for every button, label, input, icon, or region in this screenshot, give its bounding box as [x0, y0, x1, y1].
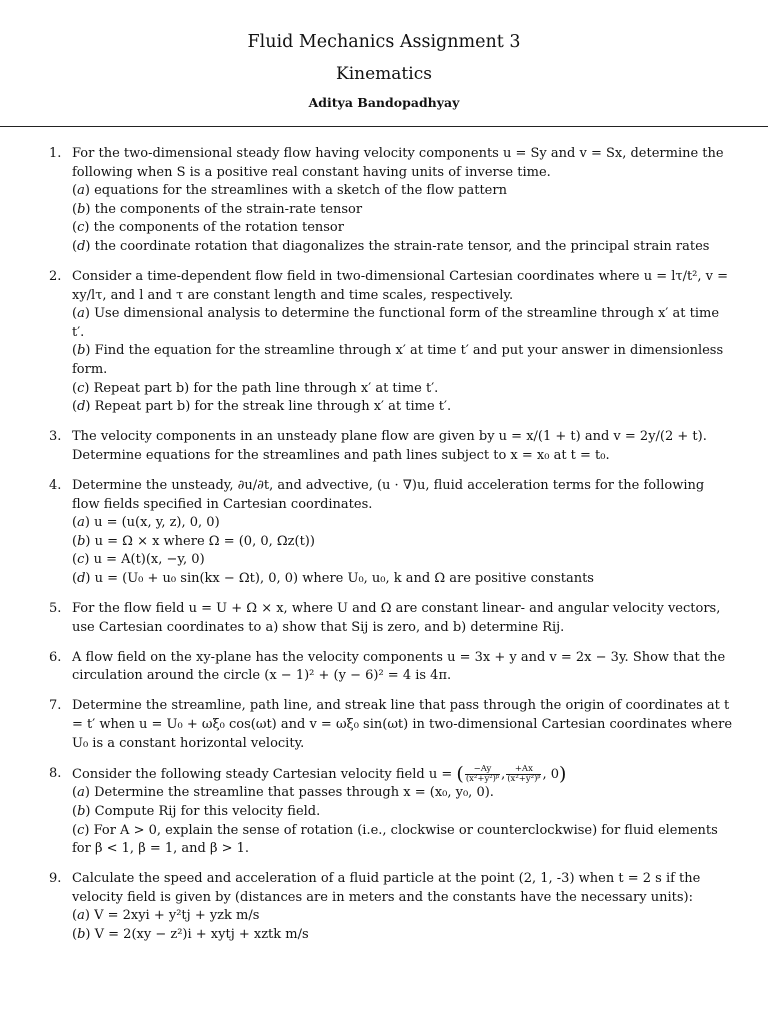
part-letter: b	[77, 533, 86, 549]
problem-part	[72, 342, 734, 379]
problem-number: 4.	[49, 478, 62, 493]
part-label: (d)	[72, 238, 95, 254]
problem-part	[72, 201, 734, 220]
part-text: Compute Rij for this velocity field.	[94, 803, 321, 819]
part-label: (a)	[72, 306, 95, 322]
problem-statement	[72, 649, 734, 686]
problem-number: 3.	[49, 429, 62, 445]
problem-statement-text: Consider the following steady Cartesian velocity field u =	[72, 766, 453, 782]
fraction	[506, 765, 541, 784]
problem-number: 5.	[49, 601, 62, 617]
part-letter: a	[77, 306, 85, 322]
part-label: (a)	[72, 183, 95, 199]
problem-part	[72, 803, 734, 822]
part-text: V = 2(xy − z²)i + xytj + xztk m/s	[94, 926, 309, 942]
part-label: (b)	[72, 803, 95, 819]
part-text: the components of the strain-rate tensor	[94, 201, 363, 217]
problem-part	[72, 305, 734, 342]
problem-statement	[72, 268, 734, 305]
problem-statement	[72, 600, 734, 637]
problem-number: 2.	[49, 269, 62, 285]
problem-part	[72, 514, 734, 533]
document-subtitle: Kinematics	[336, 64, 432, 84]
field-tail: , 0	[542, 766, 560, 782]
part-letter: d	[77, 570, 86, 586]
part-text: V = 2xyi + y²tj + yzk m/s	[94, 908, 260, 924]
part-letter: c	[77, 220, 85, 236]
part-label: (a)	[72, 908, 95, 924]
problem-statement-text: Determine the streamline, path line, and streak line that pass through the origin of coordinates at t = t′ when u = U₀ + ωξ₀ cos(ωt) and v = ωξ₀ sin(ωt) in two-dimensional Cartesian coordinates where U₀ is a constant horizontal velocity.	[72, 698, 733, 751]
part-text: For A > 0, explain the sense of rotation (i.e., clockwise or counterclockwise) for fluid elements for β < 1, β = 1, and β > 1.	[72, 822, 718, 857]
part-label: (b)	[72, 343, 95, 359]
part-text: Find the equation for the streamline through x′ at time t′ and put your answer in dimensionless form.	[72, 343, 724, 378]
problem-part	[72, 907, 734, 926]
problem-statement	[72, 477, 734, 514]
part-letter: a	[77, 785, 85, 801]
document-header	[0, 30, 768, 112]
problem-item	[49, 145, 734, 257]
problem-item	[49, 762, 734, 859]
problem-statement	[72, 428, 734, 465]
problem-part	[72, 533, 734, 552]
problem-statement	[72, 145, 734, 182]
part-label: (a)	[72, 515, 95, 531]
separator: ,	[501, 766, 506, 782]
problem-statement-text: For the flow field u = U + Ω × x, where U and Ω are constant linear- and angular velocity vectors, use Cartesian coordinates to a) show that Sij is zero, and b) determine Rij.	[72, 601, 721, 635]
part-text: Repeat part b) for the streak line through x′ at time t′.	[94, 399, 452, 415]
problem-part	[72, 219, 734, 238]
problem-statement-text: Calculate the speed and acceleration of a fluid particle at the point (2, 1, -3) when t = 2 s if the velocity field is given by (distances are in meters and the constants have the necessary units):	[72, 871, 701, 905]
problem-item	[49, 697, 734, 753]
problem-part	[72, 398, 734, 417]
part-text: u = A(t)(x, −y, 0)	[93, 552, 205, 568]
part-text: u = (U₀ + u₀ sin(kx − Ωt), 0, 0) where U₀, u₀, k and Ω are positive constants	[94, 570, 594, 586]
problem-part	[72, 570, 734, 589]
problem-item	[49, 477, 734, 589]
problem-item	[49, 649, 734, 686]
problem-part	[72, 238, 734, 257]
problem-list	[0, 145, 768, 956]
part-label: (b)	[72, 926, 95, 942]
part-label: (c)	[72, 220, 94, 236]
part-text: the components of the rotation tensor	[93, 220, 344, 236]
problem-statement	[72, 697, 734, 753]
problem-statement	[72, 762, 734, 785]
part-text: u = (u(x, y, z), 0, 0)	[94, 515, 220, 531]
part-text: u = Ω × x where Ω = (0, 0, Ωz(t))	[94, 533, 315, 549]
part-letter: a	[77, 183, 85, 199]
problem-number: 7.	[49, 698, 62, 714]
problem-part	[72, 784, 734, 803]
part-letter: b	[77, 926, 86, 942]
fraction	[465, 765, 500, 784]
part-label: (a)	[72, 785, 95, 801]
header-divider	[0, 126, 768, 127]
problem-statement-text: A flow field on the xy-plane has the velocity components u = 3x + y and v = 2x − 3y. Show that the circulation around the circle (x − 1)² + (y − 6)² = 4 is 4π.	[72, 649, 726, 684]
part-letter: b	[77, 343, 86, 359]
problem-number: 1.	[49, 146, 62, 161]
problem-item	[49, 870, 734, 944]
problem-part	[72, 551, 734, 570]
problem-statement-text: Consider a time-dependent flow field in two-dimensional Cartesian coordinates where u = lτ/t², v = xy/lτ, and l and τ are constant length and time scales, respectively.	[72, 269, 729, 303]
part-letter: d	[77, 238, 86, 254]
problem-statement-text: Determine the unsteady, ∂u/∂t, and advective, (u · ∇)u, fluid acceleration terms for the following flow fields specified in Cartesian coordinates.	[72, 478, 705, 512]
part-label: (c)	[72, 380, 94, 396]
problem-item	[49, 600, 734, 637]
part-letter: c	[77, 552, 85, 568]
part-text: the coordinate rotation that diagonalizes the strain-rate tensor, and the principal strain rates	[94, 238, 710, 254]
part-letter: a	[77, 908, 85, 924]
part-letter: c	[77, 380, 85, 396]
part-label: (b)	[72, 533, 95, 549]
problem-part	[72, 182, 734, 201]
close-paren: )	[559, 762, 567, 785]
open-paren: (	[456, 762, 464, 785]
part-text: Repeat part b) for the path line through x′ at time t′.	[93, 380, 439, 396]
part-letter: d	[77, 399, 86, 415]
fraction-numerator: −Ay	[465, 765, 500, 775]
part-label: (d)	[72, 570, 95, 586]
part-letter: b	[77, 201, 86, 217]
part-label: (d)	[72, 399, 95, 415]
problem-statement	[72, 870, 734, 907]
problem-part	[72, 822, 734, 859]
part-text: Use dimensional analysis to determine the functional form of the streamline through x′ at time t′.	[72, 306, 720, 340]
problem-number: 6.	[49, 649, 62, 665]
problem-statement-text: For the two-dimensional steady flow having velocity components u = Sy and v = Sx, determine the following when S is a positive real constant having units of inverse time.	[72, 146, 724, 180]
part-label: (c)	[72, 822, 94, 838]
part-letter: a	[77, 515, 85, 531]
part-letter: b	[77, 803, 86, 819]
part-label: (b)	[72, 201, 95, 217]
problem-number: 9.	[49, 871, 62, 887]
part-text: Determine the streamline that passes through x = (x₀, y₀, 0).	[94, 785, 494, 801]
part-letter: c	[77, 822, 85, 838]
fraction-numerator: +Ax	[506, 765, 541, 775]
problem-statement-text: The velocity components in an unsteady plane flow are given by u = x/(1 + t) and v = 2y/(2 + t). Determine equations for the streamlines and path lines subject to x = x₀ at t = t₀.	[72, 429, 707, 463]
fraction-denominator: (x²+y²)ᵝ	[465, 773, 500, 784]
part-label: (c)	[72, 552, 94, 568]
problem-item	[49, 268, 734, 417]
problem-item	[49, 428, 734, 465]
document-title: Fluid Mechanics Assignment 3	[247, 32, 521, 52]
problem-part	[72, 926, 734, 945]
part-text: equations for the streamlines with a sketch of the flow pattern	[94, 183, 507, 199]
problem-number: 8.	[49, 765, 62, 781]
document-author: Aditya Bandopadhyay	[308, 95, 460, 110]
fraction-denominator: (x²+y²)ᵝ	[507, 773, 541, 784]
problem-part	[72, 380, 734, 399]
